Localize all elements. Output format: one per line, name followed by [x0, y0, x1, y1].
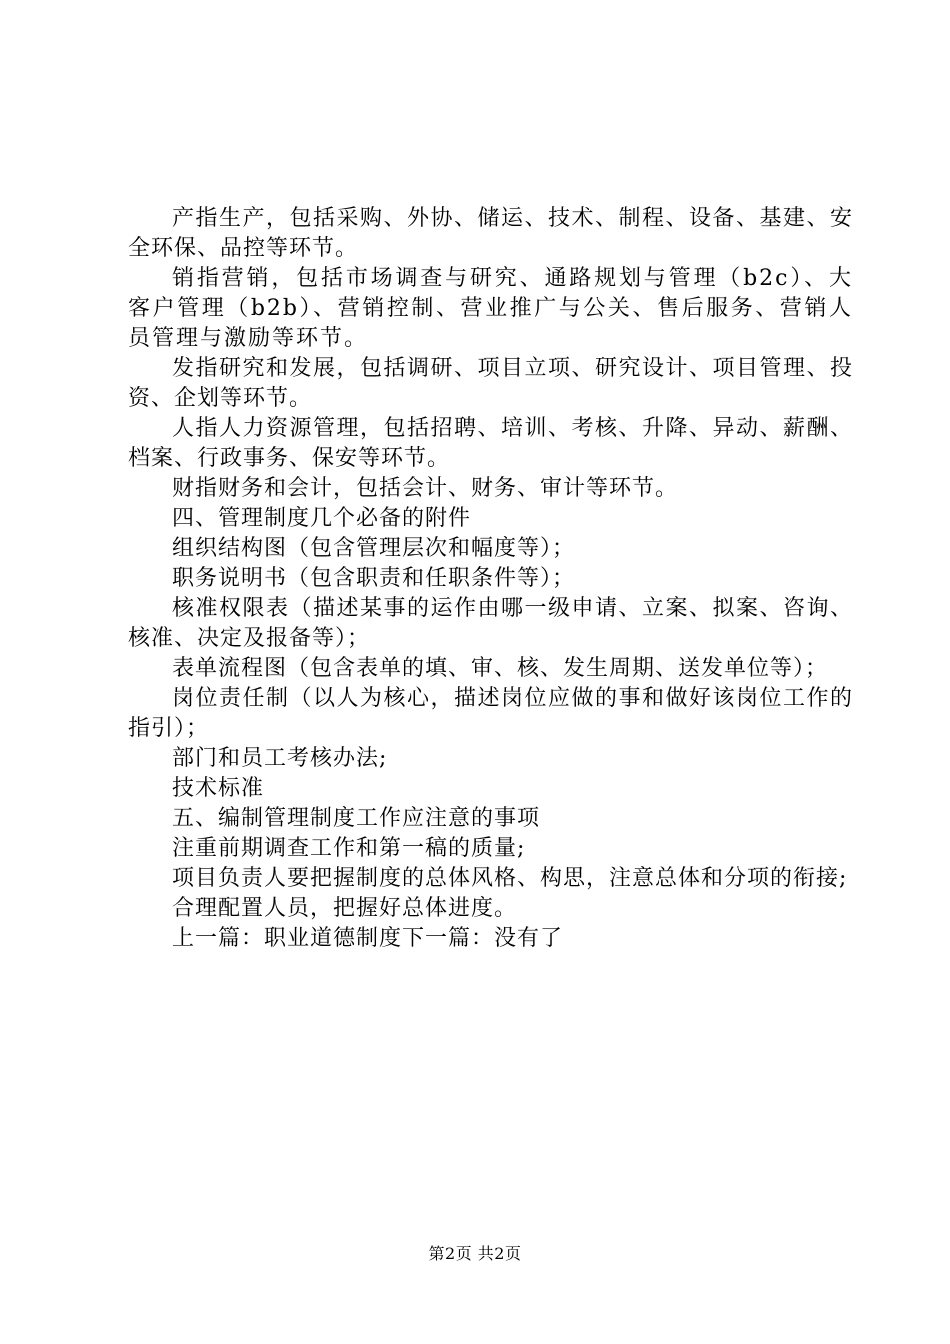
- list-item-org-chart: 组织结构图（包含管理层次和幅度等）；: [172, 536, 576, 561]
- paragraph-hr: 人指人力资源管理，包括招聘、培训、考核、升降、异动、薪酬、档案、行政事务、保安等环节。: [128, 416, 853, 471]
- list-item-responsibility-system: 岗位责任制（以人为核心，描述岗位应做的事和做好该岗位工作的指引）；: [128, 686, 853, 741]
- list-item-preliminary-survey: 注重前期调查工作和第一稿的质量;: [172, 836, 526, 861]
- section-heading-attachments: 四、管理制度几个必备的附件: [172, 506, 472, 531]
- document-body: [128, 204, 853, 954]
- paragraph-production: 产指生产，包括采购、外协、储运、技术、制程、设备、基建、安全环保、品控等环节。: [128, 206, 853, 261]
- list-item-job-description: 职务说明书（包含职责和任职条件等）；: [172, 566, 576, 591]
- page-number-footer: 第2页 共2页: [428, 1244, 522, 1263]
- list-item-technical-standard: 技术标准: [172, 776, 265, 801]
- list-item-authority-table: 核准权限表（描述某事的运作由哪一级申请、立案、拟案、咨询、核准、决定及报备等）；: [128, 596, 853, 651]
- list-item-assessment-method: 部门和员工考核办法;: [172, 746, 388, 771]
- paragraph-rnd: 发指研究和发展，包括调研、项目立项、研究设计、项目管理、投资、企划等环节。: [128, 356, 853, 411]
- prev-next-navigation: 上一篇：职业道德制度下一篇：没有了: [172, 926, 564, 951]
- paragraph-marketing: 销指营销，包括市场调查与研究、通路规划与管理（b2c）、大客户管理（b2b）、营销控制、营业推广与公关、售后服务、营销人员管理与激励等环节。: [128, 266, 853, 351]
- list-item-project-lead: 项目负责人要把握制度的总体风格、构思，注意总体和分项的衔接;: [172, 866, 848, 891]
- list-item-form-flowchart: 表单流程图（包含表单的填、审、核、发生周期、送发单位等）；: [172, 656, 829, 681]
- paragraph-finance: 财指财务和会计，包括会计、财务、审计等环节。: [172, 476, 679, 501]
- list-item-staffing: 合理配置人员，把握好总体进度。: [172, 896, 518, 921]
- section-heading-notes: 五、编制管理制度工作应注意的事项: [172, 806, 541, 831]
